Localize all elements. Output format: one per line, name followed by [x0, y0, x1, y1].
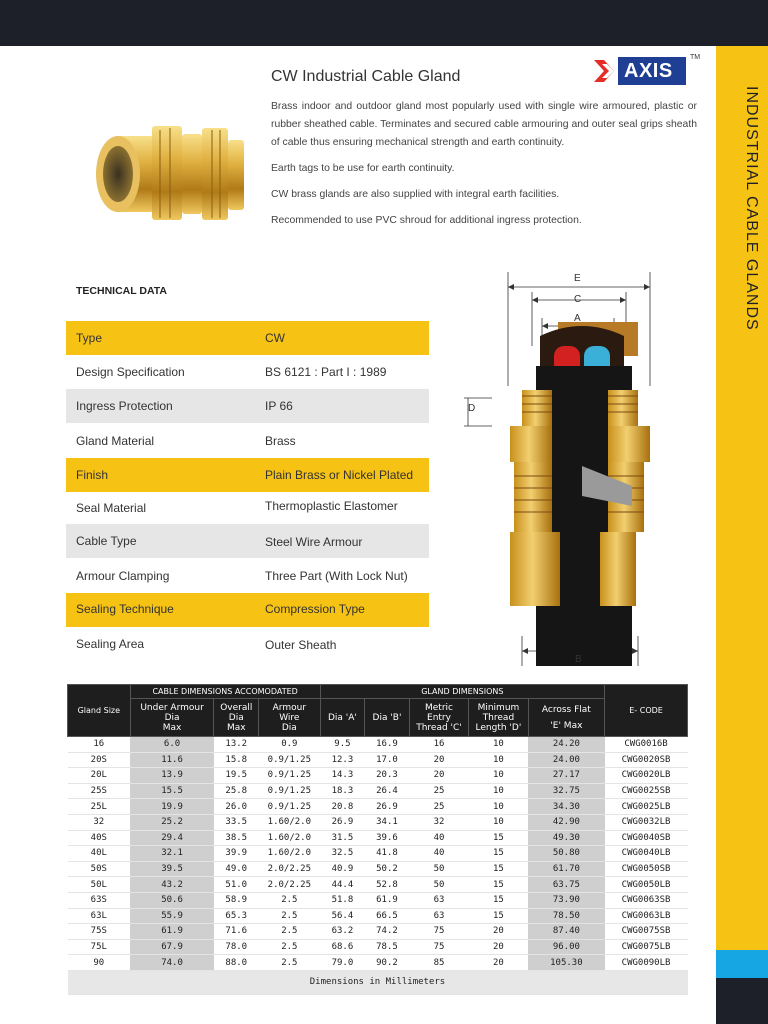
table-cell: 43.2 [130, 877, 214, 893]
table-cell: 44.4 [320, 877, 365, 893]
intro-paragraph: Earth tags to be use for earth continuity. [271, 163, 455, 174]
intro-paragraph: CW brass glands are also supplied with integral earth facilities. [271, 189, 560, 200]
table-cell: 50.80 [528, 846, 604, 862]
table-cell: 2.5 [259, 955, 321, 971]
table-cell: 25 [409, 799, 468, 815]
spec-row [66, 355, 429, 389]
table-cell: 12.3 [320, 752, 365, 768]
table-cell: 50 [409, 861, 468, 877]
col-armour-wire [259, 699, 321, 737]
spec-value: Thermoplastic Elastomer [265, 499, 398, 513]
table-cell: 78.0 [214, 939, 259, 955]
table-cell: 24.00 [528, 752, 604, 768]
table-cell: 42.90 [528, 814, 604, 830]
col-ecode: E- CODE [605, 685, 688, 737]
table-cell: 50.6 [130, 892, 214, 908]
table-row [68, 814, 688, 830]
table-cell: 15 [469, 877, 528, 893]
table-cell: 39.5 [130, 861, 214, 877]
gland-cutaway-diagram [462, 266, 680, 670]
col-under-armour [130, 699, 214, 737]
table-cell: CWG0050SB [605, 861, 688, 877]
header-line: Armour [272, 702, 307, 713]
spec-value: Compression Type [265, 602, 365, 616]
table-cell: 25.8 [214, 783, 259, 799]
table-cell: 32 [409, 814, 468, 830]
header-line: Dia [164, 712, 180, 723]
table-cell: 68.6 [320, 939, 365, 955]
table-cell: 73.90 [528, 892, 604, 908]
table-cell: 61.70 [528, 861, 604, 877]
spec-row [66, 321, 429, 355]
table-cell: 78.5 [365, 939, 410, 955]
table-cell: 20.8 [320, 799, 365, 815]
header-line: Across Flat [541, 704, 591, 715]
table-cell: CWG0063LB [605, 908, 688, 924]
table-cell: 26.0 [214, 799, 259, 815]
side-band-bottom [716, 978, 768, 1024]
table-cell: 74.0 [130, 955, 214, 971]
side-accent-blue [716, 950, 768, 978]
table-cell: 38.5 [214, 830, 259, 846]
spec-value: IP 66 [265, 399, 293, 413]
spec-value: Outer Sheath [265, 638, 337, 652]
intro-paragraph: Recommended to use PVC shroud for additional ingress protection. [271, 215, 582, 226]
header-line: Wire [279, 712, 300, 723]
table-cell: 56.4 [320, 908, 365, 924]
spec-row [66, 389, 429, 423]
table-cell: 63S [68, 892, 131, 908]
table-cell: 25L [68, 799, 131, 815]
table-cell: 16 [68, 737, 131, 753]
table-cell: 20 [469, 924, 528, 940]
col-overall-dia [214, 699, 259, 737]
col-across-flat [528, 699, 604, 737]
table-cell: 10 [469, 814, 528, 830]
table-cell: 55.9 [130, 908, 214, 924]
table-row [68, 799, 688, 815]
spec-value: Plain Brass or Nickel Plated [265, 468, 414, 482]
table-cell: 16 [409, 737, 468, 753]
table-cell: CWG0063SB [605, 892, 688, 908]
spec-row [66, 458, 429, 492]
table-cell: 1.60/2.0 [259, 846, 321, 862]
table-cell: 65.3 [214, 908, 259, 924]
table-cell: 32.75 [528, 783, 604, 799]
table-cell: 79.0 [320, 955, 365, 971]
table-cell: 40.9 [320, 861, 365, 877]
table-cell: 74.2 [365, 924, 410, 940]
spec-label: Armour Clamping [76, 569, 170, 583]
header-line: Length 'D' [475, 722, 522, 733]
table-cell: 61.9 [365, 892, 410, 908]
table-cell: 75S [68, 924, 131, 940]
table-cell: 13.2 [214, 737, 259, 753]
table-cell: 18.3 [320, 783, 365, 799]
table-cell: 10 [469, 799, 528, 815]
group-cable-dimensions: CABLE DIMENSIONS ACCOMODATED [130, 685, 320, 699]
group-gland-dimensions: GLAND DIMENSIONS [320, 685, 604, 699]
table-cell: 50L [68, 877, 131, 893]
spec-label: Type [76, 331, 103, 345]
table-cell: 34.30 [528, 799, 604, 815]
table-row [68, 830, 688, 846]
spec-label: Finish [76, 468, 109, 482]
table-cell: 33.5 [214, 814, 259, 830]
trademark: TM [690, 54, 701, 61]
table-cell: 51.0 [214, 877, 259, 893]
table-cell: 0.9/1.25 [259, 783, 321, 799]
table-cell: 2.5 [259, 939, 321, 955]
header-line: Dia [281, 722, 297, 733]
table-cell: 20L [68, 768, 131, 784]
table-row [68, 955, 688, 971]
table-cell: 1.60/2.0 [259, 814, 321, 830]
top-bar [0, 0, 768, 46]
page-title: CW Industrial Cable Gland [271, 68, 461, 85]
table-cell: 40 [409, 830, 468, 846]
table-cell: CWG0040SB [605, 830, 688, 846]
table-cell: 32.1 [130, 846, 214, 862]
table-cell: 2.0/2.25 [259, 861, 321, 877]
header-line: Thread 'C' [416, 722, 462, 733]
table-cell: 75 [409, 939, 468, 955]
header-line: Thread [482, 712, 515, 723]
table-cell: 15 [469, 846, 528, 862]
table-cell: 40S [68, 830, 131, 846]
table-cell: 66.5 [365, 908, 410, 924]
table-row [68, 737, 688, 753]
table-cell: 15 [469, 892, 528, 908]
table-cell: 1.60/2.0 [259, 830, 321, 846]
table-cell: 24.20 [528, 737, 604, 753]
table-cell: 19.9 [130, 799, 214, 815]
table-cell: CWG0075LB [605, 939, 688, 955]
table-cell: CWG0040LB [605, 846, 688, 862]
table-row [68, 783, 688, 799]
table-cell: 71.6 [214, 924, 259, 940]
table-cell: 17.0 [365, 752, 410, 768]
table-cell: 61.9 [130, 924, 214, 940]
table-cell: 20 [409, 752, 468, 768]
header-line: Metric [425, 702, 453, 713]
table-cell: 2.5 [259, 892, 321, 908]
table-cell: 26.9 [320, 814, 365, 830]
spec-value: Steel Wire Armour [265, 535, 363, 549]
dimension-label: A [574, 313, 581, 324]
spec-row [66, 593, 429, 627]
table-cell: 20.3 [365, 768, 410, 784]
axis-logo [594, 54, 701, 87]
header-line: Dia [228, 712, 244, 723]
table-cell: 16.9 [365, 737, 410, 753]
table-cell: CWG0090LB [605, 955, 688, 971]
table-row [68, 877, 688, 893]
header-line: Under Armour [140, 702, 204, 713]
spec-value: CW [265, 331, 285, 345]
table-cell: 0.9/1.25 [259, 768, 321, 784]
dimensions-table [67, 684, 688, 995]
table-cell: 26.4 [365, 783, 410, 799]
table-row [68, 908, 688, 924]
table-cell: 63L [68, 908, 131, 924]
table-cell: 25 [409, 783, 468, 799]
spec-label: Design Specification [76, 365, 185, 379]
table-row [68, 924, 688, 940]
table-cell: 75 [409, 924, 468, 940]
spec-row [66, 524, 429, 558]
table-cell: 32.5 [320, 846, 365, 862]
technical-data-heading: TECHNICAL DATA [76, 285, 167, 297]
table-cell: 10 [469, 768, 528, 784]
table-cell: 10 [469, 783, 528, 799]
table-cell: 88.0 [214, 955, 259, 971]
table-cell: 14.3 [320, 768, 365, 784]
table-row [68, 846, 688, 862]
spec-value: Three Part (With Lock Nut) [265, 569, 408, 583]
table-cell: 87.40 [528, 924, 604, 940]
table-cell: 105.30 [528, 955, 604, 971]
header-line: Minimum [477, 702, 520, 713]
spec-value: Brass [265, 434, 296, 448]
table-cell: 0.9 [259, 737, 321, 753]
spec-row [66, 424, 429, 458]
table-cell: 2.5 [259, 924, 321, 940]
table-cell: 90.2 [365, 955, 410, 971]
col-dia-b: Dia 'B' [365, 699, 410, 737]
table-cell: 10 [469, 737, 528, 753]
table-cell: 50 [409, 877, 468, 893]
spec-label: Seal Material [76, 501, 147, 515]
table-cell: 40L [68, 846, 131, 862]
table-cell: CWG0025LB [605, 799, 688, 815]
table-row [68, 892, 688, 908]
table-row [68, 768, 688, 784]
table-cell: 0.9/1.25 [259, 752, 321, 768]
header-line: Max [162, 722, 182, 733]
table-cell: 25S [68, 783, 131, 799]
spec-label: Sealing Technique [76, 602, 174, 616]
dimension-label: D [468, 403, 476, 414]
dimension-label: C [574, 294, 582, 305]
dimension-label: E [574, 273, 581, 284]
spec-row [66, 627, 429, 661]
table-cell: 63.75 [528, 877, 604, 893]
table-cell: 85 [409, 955, 468, 971]
table-cell: 15 [469, 908, 528, 924]
table-footnote: Dimensions in Millimeters [68, 970, 688, 994]
table-cell: 20 [469, 939, 528, 955]
table-row [68, 752, 688, 768]
table-cell: 11.6 [130, 752, 214, 768]
col-dia-a: Dia 'A' [320, 699, 365, 737]
table-cell: 51.8 [320, 892, 365, 908]
table-cell: 20 [409, 768, 468, 784]
table-cell: 0.9/1.25 [259, 799, 321, 815]
table-cell: 63.2 [320, 924, 365, 940]
table-cell: 58.9 [214, 892, 259, 908]
table-cell: 15.5 [130, 783, 214, 799]
table-cell: 26.9 [365, 799, 410, 815]
table-cell: 75L [68, 939, 131, 955]
table-row [68, 861, 688, 877]
intro-paragraph: Brass indoor and outdoor gland most popularly used with single wire armoured, plastic or rubber sheathed cable. Terminates and secured cable armouring and outer seal grips sheath of cable thus ensuring mechanical strength and earth continuity. [271, 101, 697, 148]
col-gland-size: Gland Size [68, 685, 131, 737]
table-cell: 15 [469, 861, 528, 877]
table-cell: 49.30 [528, 830, 604, 846]
table-cell: 6.0 [130, 737, 214, 753]
table-cell: 50S [68, 861, 131, 877]
table-cell: CWG0032LB [605, 814, 688, 830]
table-cell: 34.1 [365, 814, 410, 830]
intro-text [271, 98, 697, 238]
table-cell: 20S [68, 752, 131, 768]
table-cell: 2.5 [259, 908, 321, 924]
dimensions-body [68, 737, 688, 971]
side-label: INDUSTRIAL CABLE GLANDS [743, 86, 760, 331]
table-cell: 19.5 [214, 768, 259, 784]
spec-label: Sealing Area [76, 637, 145, 651]
logo-text: AXIS [624, 60, 673, 82]
table-cell: CWG0075SB [605, 924, 688, 940]
header-line: Entry [427, 712, 451, 723]
table-cell: 39.9 [214, 846, 259, 862]
spec-row [66, 491, 429, 525]
spec-value: BS 6121 : Part I : 1989 [265, 365, 387, 379]
spec-row [66, 559, 429, 593]
table-cell: CWG0050LB [605, 877, 688, 893]
table-cell: 49.0 [214, 861, 259, 877]
col-min-thread [469, 699, 528, 737]
table-cell: 39.6 [365, 830, 410, 846]
table-cell: 96.00 [528, 939, 604, 955]
table-row [68, 939, 688, 955]
table-cell: 32 [68, 814, 131, 830]
table-cell: 63 [409, 892, 468, 908]
spec-label: Gland Material [76, 434, 155, 448]
table-cell: 90 [68, 955, 131, 971]
table-cell: 63 [409, 908, 468, 924]
header-line: Overall [220, 702, 253, 713]
header-line: Max [226, 722, 246, 733]
table-cell: 50.2 [365, 861, 410, 877]
table-cell: CWG0020LB [605, 768, 688, 784]
table-cell: 15.8 [214, 752, 259, 768]
table-cell: CWG0025SB [605, 783, 688, 799]
table-cell: 25.2 [130, 814, 214, 830]
table-cell: 29.4 [130, 830, 214, 846]
dimension-label: B [575, 654, 582, 665]
table-cell: 78.50 [528, 908, 604, 924]
table-cell: 15 [469, 830, 528, 846]
table-cell: 20 [469, 955, 528, 971]
table-cell: CWG0016B [605, 737, 688, 753]
cable-gland-photo [90, 118, 250, 228]
table-cell: 27.17 [528, 768, 604, 784]
table-cell: 10 [469, 752, 528, 768]
spec-label: Ingress Protection [76, 399, 173, 413]
spec-label: Cable Type [76, 534, 137, 548]
table-cell: 31.5 [320, 830, 365, 846]
table-cell: 52.8 [365, 877, 410, 893]
table-cell: 2.0/2.25 [259, 877, 321, 893]
table-cell: CWG0020SB [605, 752, 688, 768]
header-line: 'E' Max [550, 720, 583, 731]
table-cell: 40 [409, 846, 468, 862]
table-cell: 9.5 [320, 737, 365, 753]
table-cell: 13.9 [130, 768, 214, 784]
table-cell: 67.9 [130, 939, 214, 955]
col-metric-entry [409, 699, 468, 737]
table-cell: 41.8 [365, 846, 410, 862]
